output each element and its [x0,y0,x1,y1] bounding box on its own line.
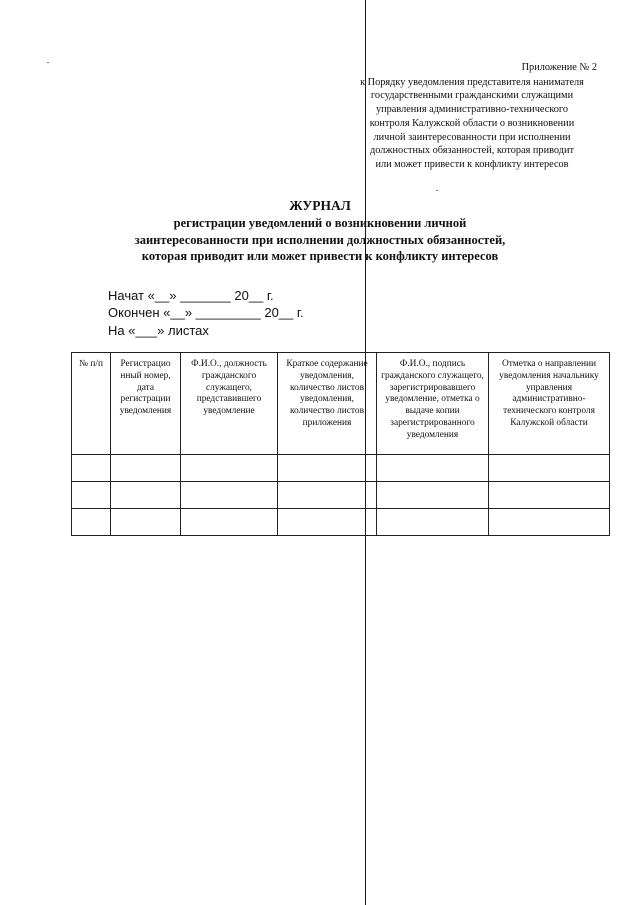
table-cell [278,455,377,482]
table-cell [278,509,377,536]
table-cell [72,455,111,482]
journal-meta [108,287,304,339]
scan-speck [436,190,438,191]
table-row [72,509,610,536]
appendix-line: личной заинтересованности при исполнении [373,131,571,143]
table-cell [111,509,181,536]
scan-speck [47,62,49,63]
table-cell [181,482,278,509]
appendix-note [327,61,597,172]
journal-heading: ЖУРНАЛ [289,198,351,213]
table-cell [181,455,278,482]
column-header-employee: Ф.И.О., должность гражданского служащего, представившего уведомление [181,353,278,455]
table-cell [72,509,111,536]
finished-date-line: Окончен «__» _________ 20__ г. [108,305,304,321]
column-header-registration: Регистрацио нный номер, дата регистрации уведомления [111,353,181,455]
column-header-forwarding-mark: Отметка о направлении уведомления начальнику управления административно-технического контроля Калужской области [489,353,610,455]
journal-title [100,198,540,264]
column-header-summary: Краткое содержание уведомления, количество листов уведомления, количество листов приложения [278,353,377,455]
sheet-count-line: На «___» листах [108,322,209,338]
table-row [72,482,610,509]
appendix-number: Приложение № 2 [521,62,597,73]
table-row [72,455,610,482]
appendix-line: к Порядку уведомления представителя нанимателя [360,76,584,88]
journal-subtitle-line: которая приводит или может привести к конфликту интересов [141,248,499,263]
column-header-number: № п/п [72,353,111,455]
started-date-line: Начат «__» _______ 20__ г. [108,288,274,303]
journal-subtitle-line: регистрации уведомлений о возникновении личной [173,216,467,231]
table-cell [377,509,489,536]
table-cell [111,482,181,509]
appendix-line: контроля Калужской области о возникновении [369,117,575,129]
table-cell [181,509,278,536]
table-cell [377,482,489,509]
appendix-text [347,76,597,172]
table-cell [111,455,181,482]
column-header-registrar: Ф.И.О., подпись гражданского служащего, зарегистрировавшего уведомление, отметка о выдаче копии зарегистрированного уведомления [377,353,489,455]
table-cell [489,509,610,536]
table-cell [489,482,610,509]
appendix-line: или может привести к конфликту интересов [375,158,569,170]
table-cell [377,455,489,482]
table-cell [72,482,111,509]
journal-subtitle-line: заинтересованности при исполнении должностных обязанностей, [134,232,506,247]
appendix-line: государственными гражданскими служащими [370,90,574,102]
table-cell [489,455,610,482]
table-cell [278,482,377,509]
appendix-line: управления административно-технического [375,104,569,116]
appendix-line: должностных обязанностей, которая приводит [370,145,574,157]
journal-table [71,352,610,536]
table-header-row [72,353,610,455]
